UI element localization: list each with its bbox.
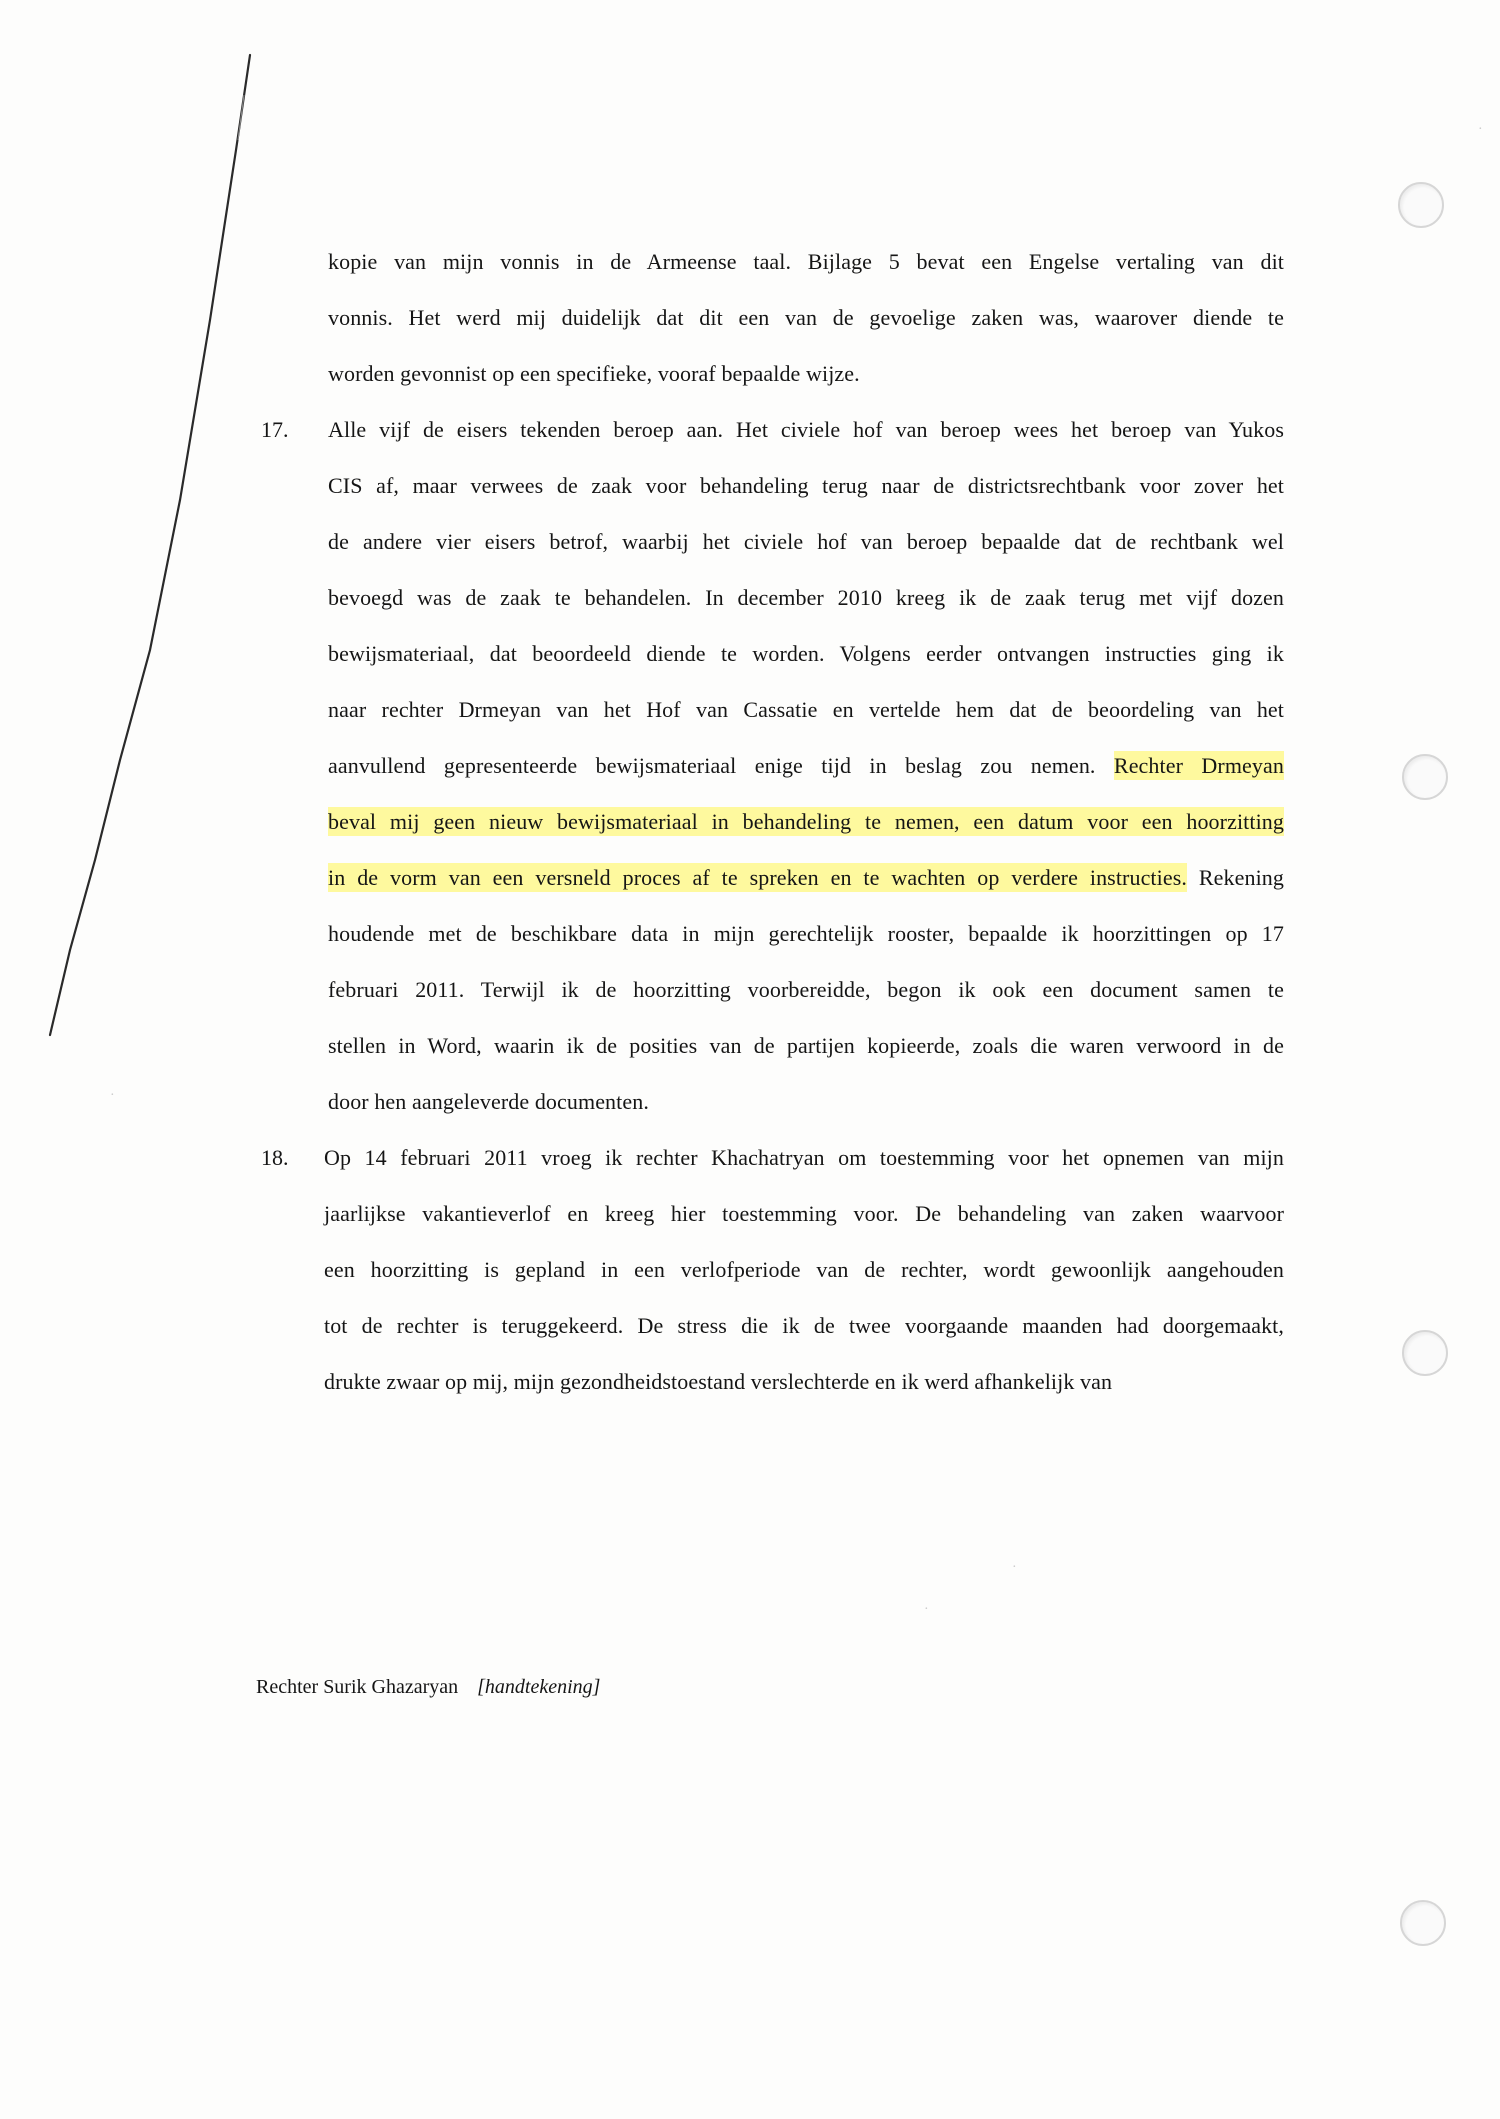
punch-hole — [1402, 754, 1448, 800]
text-line: februari 2011. Terwijl ik de hoorzitting voorbereidde, begon ik ook een document samen te — [328, 977, 1284, 1002]
scan-speck: · — [110, 1088, 115, 1103]
scan-speck: · — [1478, 122, 1483, 137]
text-line: bewijsmateriaal, dat beoordeeld diende te worden. Volgens eerder ontvangen instructies ging ik — [328, 641, 1284, 666]
text-line: Op 14 februari 2011 vroeg ik rechter Khachatryan om toestemming voor het opnemen van mijn — [324, 1145, 1284, 1170]
scan-speck: · — [924, 1602, 929, 1617]
paragraph-18 — [324, 1130, 1284, 1410]
text-line: jaarlijkse vakantieverlof en kreeg hier toestemming voor. De behandeling van zaken waarvoor — [324, 1201, 1284, 1226]
paragraph-number: 17. — [261, 417, 289, 442]
text-line — [328, 850, 1284, 906]
text-line: stellen in Word, waarin ik de posities van de partijen kopieerde, zoals die waren verwoord in de — [328, 1033, 1284, 1058]
scan-speck: · — [1012, 1560, 1017, 1575]
text-line: worden gevonnist op een specifieke, vooraf bepaalde wijze. — [328, 361, 860, 386]
text-segment: aanvullend gepresenteerde bewijsmateriaal enige tijd in beslag zou nemen. — [328, 753, 1096, 778]
punch-hole — [1398, 182, 1444, 228]
text-line: de andere vier eisers betrof, waarbij het civiele hof van beroep bepaalde dat de rechtbank wel — [328, 529, 1284, 554]
text-line: naar rechter Drmeyan van het Hof van Cassatie en vertelde hem dat de beoordeling van het — [328, 697, 1284, 722]
highlighted-text: beval mij geen nieuw bewijsmateriaal in behandeling te nemen, een datum voor een hoorzitting — [328, 809, 1284, 834]
text-line: tot de rechter is teruggekeerd. De stress die ik de twee voorgaande maanden had doorgemaakt, — [324, 1313, 1284, 1338]
text-line: door hen aangeleverde documenten. — [328, 1089, 649, 1114]
punch-hole — [1402, 1330, 1448, 1376]
text-line: CIS af, maar verwees de zaak voor behandeling terug naar de districtsrechtbank voor zover het — [328, 473, 1284, 498]
text-line: Alle vijf de eisers tekenden beroep aan. Het civiele hof van beroep wees het beroep van Yukos — [328, 417, 1284, 442]
text-line: vonnis. Het werd mij duidelijk dat dit een van de gevoelige zaken was, waarover diende te — [328, 305, 1284, 330]
continuation-paragraph — [328, 234, 1284, 402]
highlighted-text: Rechter Drmeyan — [1113, 753, 1284, 778]
text-line: houdende met de beschikbare data in mijn gerechtelijk rooster, bepaalde ik hoorzittingen op 17 — [328, 921, 1284, 946]
text-line: drukte zwaar op mij, mijn gezondheidstoestand verslechterde en ik werd afhankelijk van — [324, 1369, 1113, 1394]
signature-note: [handtekening] — [477, 1676, 601, 1698]
punch-hole — [1400, 1900, 1446, 1946]
paragraph-number: 18. — [261, 1145, 289, 1170]
judge-name: Rechter Surik Ghazaryan — [256, 1676, 459, 1698]
text-line — [328, 794, 1284, 850]
text-line: bevoegd was de zaak te behandelen. In december 2010 kreeg ik de zaak terug met vijf dozen — [328, 585, 1284, 610]
signature-footer — [256, 1673, 600, 1701]
text-line — [328, 738, 1284, 794]
highlighted-text: in de vorm van een versneld proces af te spreken en te wachten op verdere instructies. — [328, 865, 1187, 890]
text-segment: Rekening — [1198, 865, 1284, 890]
paragraph-17 — [328, 402, 1284, 1130]
text-line: kopie van mijn vonnis in de Armeense taal. Bijlage 5 bevat een Engelse vertaling van dit — [328, 249, 1284, 274]
text-line: een hoorzitting is gepland in een verlofperiode van de rechter, wordt gewoonlijk aangehouden — [324, 1257, 1284, 1282]
